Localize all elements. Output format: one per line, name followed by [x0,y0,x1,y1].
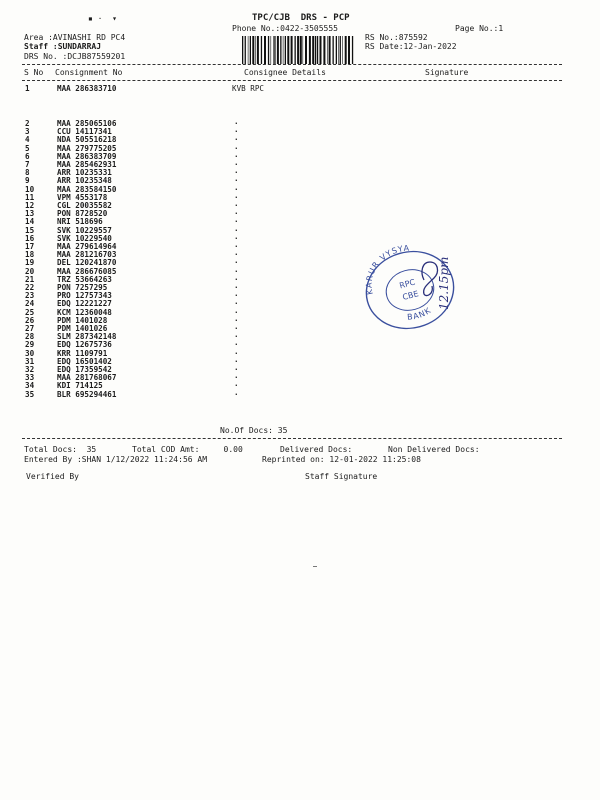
row-sno: 25 [25,307,35,317]
row-sno: 14 [25,217,35,227]
row-consignee-dot: · [234,192,239,202]
row-consignment: EDQ 16501402 [57,356,112,366]
table-row [0,85,600,93]
row-sno: 7 [25,160,30,169]
row-sno: 18 [25,250,35,260]
row-sno: 29 [25,340,35,350]
row-sno: 35 [25,389,35,399]
row-consignment: MAA 283584150 [57,184,117,194]
row-consignee-dot: · [234,348,239,358]
row-sno: 27 [25,324,35,333]
row-consignee-dot: · [234,274,239,284]
row-consignment: TRZ 53664263 [57,274,112,284]
reprinted-on: Reprinted on: 12-01-2022 11:25:08 [262,455,421,464]
row-consignee-dot: · [234,315,239,325]
area-field: Area :AVINASHI RD PC4 [24,33,126,42]
row-consignment: MAA 279614964 [57,242,117,251]
row-consignee-dot: · [234,127,239,137]
row-consignment: EDQ 12675736 [57,340,112,350]
row-sno: 31 [25,356,35,366]
row-consignment: KRR 1109791 [57,348,108,358]
total-docs: Total Docs: 35 [24,445,97,454]
row-sno: 10 [25,184,35,194]
svg-text:12.15pm: 12.15pm [437,256,451,310]
row-consignment: PRO 12757343 [57,291,112,301]
row-consignment: PON 7257295 [57,283,108,292]
column-header-consignment: Consignment No [55,68,123,77]
row-sno: 20 [25,266,35,276]
row-consignee-dot: · [234,168,239,178]
document-title: TPC/CJB DRS - PCP [252,13,350,23]
row-consignee-dot: · [234,307,239,317]
column-header-signature: Signature [425,68,469,77]
logo-marks: ▪ · ▾ [88,14,117,23]
row-consignment: MAA 286383710 [57,84,117,93]
row-consignee-dot: · [234,250,239,260]
row-sno: 24 [25,299,35,309]
row-sno: 1 [25,84,30,93]
page-number: Page No.:1 [455,24,504,33]
row-consignee-dot: · [234,151,239,161]
staff-signature-label: Staff Signature [305,472,378,481]
staff-field: Staff :SUNDARRAJ [24,42,102,51]
row-consignee-dot: · [234,217,239,227]
row-consignee-dot: · [234,299,239,309]
row-sno: 5 [25,143,30,153]
row-consignment: MAA 286676085 [57,266,117,276]
row-consignment: SVK 10229540 [57,233,112,243]
row-consignee-dot: · [234,176,239,186]
row-sno: 8 [25,168,30,178]
row-sno: 26 [25,315,35,325]
row-sno: 28 [25,332,35,342]
column-header-sno: S No [24,68,44,77]
row-sno: 9 [25,176,30,186]
barcode [242,36,354,64]
stamp-top-text: KARUR VYSYA [364,243,411,296]
row-consignee-dot: · [234,135,239,145]
rs-date: RS Date:12-Jan-2022 [365,42,457,51]
row-sno: 22 [25,283,35,292]
row-consignment: PDM 1401026 [57,324,108,333]
row-consignee-dot: · [234,119,239,128]
row-consignee-dot: · [234,332,239,342]
row-consignee-dot: · [234,233,239,243]
column-header-consignee: Consignee Details [244,68,326,77]
stamp-bottom-text: BANK [406,305,433,322]
row-consignment: KCM 12360048 [57,307,112,317]
row-consignment: MAA 285462931 [57,160,117,169]
row-consignment: MAA 281768067 [57,373,117,383]
row-consignee-dot: · [234,209,239,219]
row-sno: 34 [25,381,35,391]
stamp-center-2: CBE [401,289,420,302]
stamp-center-1: RPC [398,277,417,291]
row-consignment: MAA 281216703 [57,250,117,260]
row-sno: 3 [25,127,30,137]
row-sno: 2 [25,119,30,128]
table-row [0,391,600,399]
row-sno: 30 [25,348,35,358]
row-consignee-dot: · [234,291,239,301]
row-consignment: KDI 714125 [57,381,103,391]
row-consignment: SVK 10229557 [57,225,112,235]
scan-speck [313,566,317,567]
footer-divider [22,438,562,439]
row-consignee-dot: · [234,184,239,194]
row-sno: 19 [25,258,35,268]
row-consignment: BLR 695294461 [57,389,117,399]
row-consignee-dot: · [234,365,239,374]
row-sno: 16 [25,233,35,243]
row-consignee-dot: · [234,324,239,333]
row-consignment: DEL 120241870 [57,258,117,268]
row-consignment: MAA 285065106 [57,119,117,128]
row-sno: 17 [25,242,35,251]
row-consignee-dot: · [234,340,239,350]
row-consignment: ARR 10235331 [57,168,112,178]
row-consignee-dot: · [234,373,239,383]
row-sno: 21 [25,274,35,284]
row-consignment: EDQ 17359542 [57,365,112,374]
row-consignee-dot: · [234,258,239,268]
delivered-docs: Delivered Docs: [280,445,353,454]
row-consignee-dot: · [234,242,239,251]
row-sno: 12 [25,201,35,210]
row-consignee-dot: · [234,160,239,169]
total-cod-amount: Total COD Amt: 0.00 [132,445,243,454]
row-consignee-dot: · [234,381,239,391]
row-sno: 15 [25,225,35,235]
row-sno: 4 [25,135,30,145]
non-delivered-docs: Non Delivered Docs: [388,445,480,454]
row-sno: 33 [25,373,35,383]
rs-number: RS No.:875592 [365,33,428,42]
handwritten-time [418,232,458,312]
entered-by: Entered By :SHAN 1/12/2022 11:24:56 AM [24,455,208,464]
row-consignment: EDQ 12221227 [57,299,112,309]
verified-by-label: Verified By [26,472,79,481]
row-consignment: MAA 286383709 [57,151,117,161]
row-consignment: ARR 10235348 [57,176,112,186]
row-sno: 13 [25,209,35,219]
row-consignee-dot: · [234,266,239,276]
drs-number: DRS No. :DCJB87559201 [24,52,126,61]
row-consignment: VPM 4553178 [57,192,108,202]
row-consignment: PON 8728520 [57,209,108,219]
row-consignee-dot: · [234,283,239,292]
no-of-docs: No.Of Docs: 35 [220,426,288,435]
row-consignee-dot: · [234,201,239,210]
header-divider-bottom [22,80,562,81]
row-sno: 11 [25,192,35,202]
row-consignment: NDA 505516218 [57,135,117,145]
row-sno: 6 [25,151,30,161]
row-consignee: KVB RPC [232,84,265,93]
row-consignee-dot: · [234,389,239,399]
row-sno: 23 [25,291,35,301]
phone-number: Phone No.:0422-3505555 [232,24,338,33]
row-consignee-dot: · [234,143,239,153]
row-consignment: PDM 1401028 [57,315,108,325]
row-sno: 32 [25,365,35,374]
row-consignment: CGL 20035582 [57,201,112,210]
header-divider-top [22,64,562,65]
row-consignment: MAA 279775205 [57,143,117,153]
row-consignee-dot: · [234,356,239,366]
row-consignment: NRI 518696 [57,217,103,227]
row-consignee-dot: · [234,225,239,235]
row-consignment: SLM 287342148 [57,332,117,342]
row-consignment: CCU 14117341 [57,127,112,137]
